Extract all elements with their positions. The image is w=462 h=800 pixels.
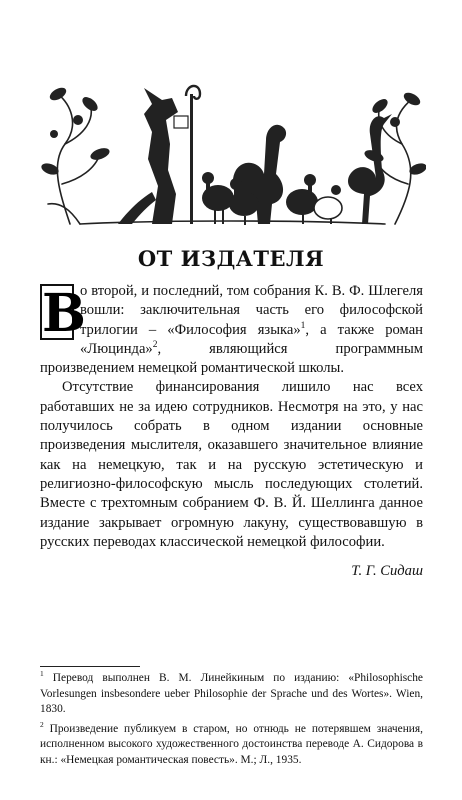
paragraph-1-text-c: , являющийся программным произведением немецкой романтической школы.	[40, 340, 423, 377]
editor-note-body	[40, 282, 423, 581]
footnote-2	[40, 719, 423, 769]
page-title: ОТ ИЗДАТЕЛЯ	[137, 246, 325, 271]
footnotes	[40, 671, 423, 773]
footnote-1	[40, 671, 423, 718]
drop-cap	[40, 283, 86, 344]
footnote-mark: 1	[40, 669, 44, 679]
footnote-text: Произведение публикуем в старом, но отнюдь не потерявшем значения, исполненном высокого художественного достоинства переводе А. Сидорова в кн.: «Немецкая романтическая повесть». М.; Л., 1935.	[40, 722, 423, 766]
drop-cap-letter: В	[42, 283, 86, 344]
paragraph-1-text-b: , а также роман «Люцинда»	[80, 321, 423, 357]
footnote-ref-2: 2	[152, 340, 158, 351]
footnote-text: Перевод выполнен В. М. Линейкиным по изданию: «Philosophische Vorlesungen insbesondere ueber Philosophie der Sprache und des Wortes». Wien, 1830.	[40, 672, 423, 716]
paragraph-2: Отсутствие финансирования лишило нас всех работавших не за идею сотрудников. Несмотря на это, у нас получилось собрать в одном издании основные произведения мыслителя, оказавшего значительное влияние как на немецкую, так и на русскую эстетическую и религиозно-философскую мысль последующих столетий. Вместе с трехтомным собранием Ф. В. Й. Шеллинга данное издание закрывает огромную лакуну, существовавшую в русских переводах классической немецкой философии.	[40, 379, 423, 550]
paragraph-1	[40, 282, 423, 378]
signature: Т. Г. Сидаш	[351, 563, 423, 580]
medieval-fox-and-geese-illustration	[40, 74, 426, 230]
footnote-mark: 2	[40, 719, 44, 729]
footnote-divider	[40, 666, 140, 667]
footnote-ref-1: 1	[300, 320, 306, 331]
paragraph-1-text-a: о второй, и последний, том собрания К. В. Ф. Шлегеля вошли: заключительная часть его философской трилогии – «Философия языка»	[80, 283, 423, 338]
